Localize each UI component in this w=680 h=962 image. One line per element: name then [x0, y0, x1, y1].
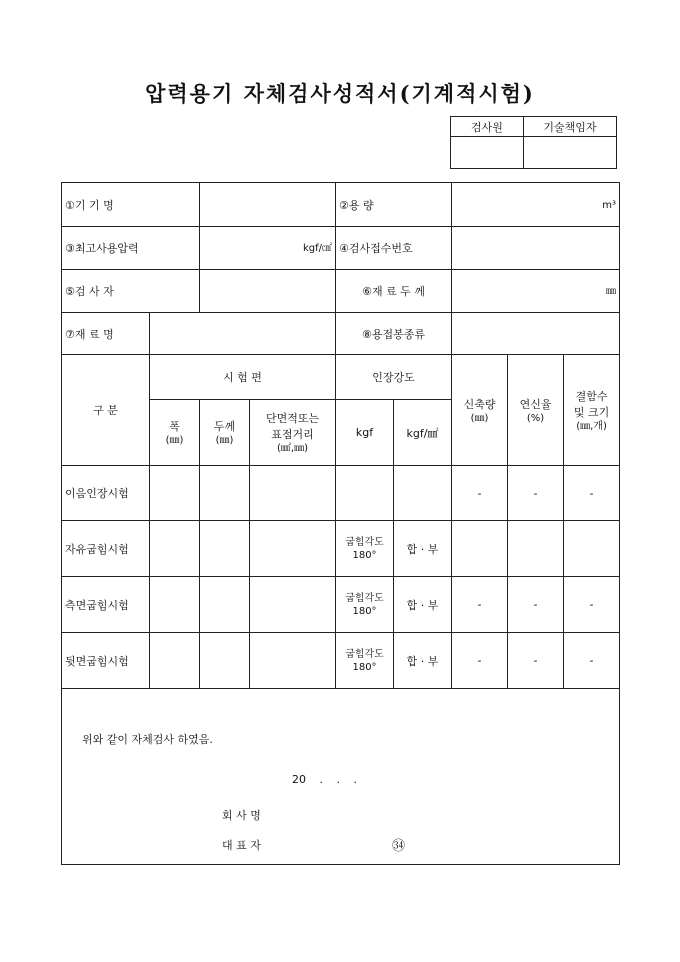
- defects-unit: (㎜,개): [576, 420, 607, 432]
- approval-inspector-label: 검사원: [451, 117, 524, 137]
- cell[interactable]: [150, 633, 200, 689]
- cell[interactable]: [150, 466, 200, 521]
- cell[interactable]: [250, 521, 336, 577]
- table-row: [62, 577, 620, 633]
- header-tensile: 인장강도: [336, 355, 452, 400]
- cell[interactable]: [250, 577, 336, 633]
- input-capacity[interactable]: [452, 183, 620, 227]
- label-inspector: ⑤검 사 자: [62, 270, 200, 313]
- bend-angle-label: 굽힘각도: [345, 592, 384, 604]
- cell-dash: -: [452, 577, 508, 633]
- representative-label: 대 표 자: [222, 839, 261, 852]
- input-thickness[interactable]: [452, 270, 620, 313]
- header-section: [250, 400, 336, 466]
- width-label: 폭: [169, 420, 180, 433]
- input-inspector[interactable]: [200, 270, 336, 313]
- pressure-unit: kgf/㎠: [302, 243, 333, 254]
- header-defects: [564, 355, 620, 466]
- label-max-pressure: ③최고사용압력: [62, 227, 200, 270]
- bend-angle-label: 굽힘각도: [345, 648, 384, 660]
- cell-dash: -: [452, 633, 508, 689]
- header-thick: [200, 400, 250, 466]
- header-elongation-rate: [508, 355, 564, 466]
- input-material[interactable]: [150, 313, 336, 355]
- input-weld-rod[interactable]: [452, 313, 620, 355]
- cell-dash: -: [508, 466, 564, 521]
- defects-label-2: 및 크기: [573, 405, 610, 419]
- approval-box: [450, 116, 617, 169]
- cell[interactable]: [250, 466, 336, 521]
- label-material: ⑦재 료 명: [62, 313, 150, 355]
- elongation-amount-unit: (㎜): [470, 412, 489, 424]
- table-row: [62, 633, 620, 689]
- width-unit: (㎜): [165, 435, 184, 446]
- section-unit: (㎟,㎜): [277, 443, 308, 454]
- table-row: [62, 521, 620, 577]
- elongation-rate-unit: (%): [526, 412, 545, 424]
- input-equipment-name[interactable]: [200, 183, 336, 227]
- input-inspection-no[interactable]: [452, 227, 620, 270]
- bend-angle-label: 굽힘각도: [345, 536, 384, 548]
- label-equipment-name: ①기 기 명: [62, 183, 200, 227]
- cell[interactable]: [200, 521, 250, 577]
- header-kgf-mm2: kgf/㎟: [394, 400, 452, 466]
- cell[interactable]: [394, 466, 452, 521]
- header-specimen: 시 험 편: [150, 355, 336, 400]
- pass-fail-cell[interactable]: 합 · 부: [394, 577, 452, 633]
- bend-angle-value: 180°: [352, 605, 377, 617]
- label-capacity: ②용 량: [336, 183, 452, 227]
- header-kgf: kgf: [336, 400, 394, 466]
- row-name: 뒷면굽힘시험: [62, 633, 150, 689]
- input-max-pressure[interactable]: [200, 227, 336, 270]
- approval-manager-label: 기술책임자: [524, 117, 617, 137]
- document-title: 압력용기 자체검사성적서(기계적시험): [145, 81, 535, 106]
- row-name: 이음인장시험: [62, 466, 150, 521]
- pass-fail-cell[interactable]: 합 · 부: [394, 633, 452, 689]
- thick-unit: (㎜): [215, 435, 234, 446]
- thick-label: 두께: [213, 420, 236, 433]
- bend-angle-cell: [336, 633, 394, 689]
- header-category: 구 분: [62, 355, 150, 466]
- section-label-2: 표점거리: [271, 428, 314, 441]
- cell-dash: -: [508, 577, 564, 633]
- cell[interactable]: [200, 466, 250, 521]
- inspection-form: [61, 182, 620, 865]
- elongation-amount-label: 신축량: [463, 397, 496, 411]
- elongation-rate-label: 연신율: [519, 397, 552, 411]
- cell-dash: -: [508, 633, 564, 689]
- capacity-unit: m³: [602, 199, 617, 211]
- bend-angle-value: 180°: [352, 549, 377, 561]
- header-width: [150, 400, 200, 466]
- cell[interactable]: [336, 466, 394, 521]
- label-inspection-no: ④검사접수번호: [336, 227, 452, 270]
- approval-manager-sign[interactable]: [524, 137, 617, 169]
- thickness-unit: ㎜: [606, 286, 617, 297]
- footer-row: [62, 689, 620, 865]
- row-name: 측면굽힘시험: [62, 577, 150, 633]
- bend-angle-value: 180°: [352, 661, 377, 673]
- cell[interactable]: [200, 577, 250, 633]
- approval-inspector-sign[interactable]: [451, 137, 524, 169]
- cell[interactable]: [250, 633, 336, 689]
- cell-dash: -: [564, 577, 620, 633]
- company-label: 회 사 명: [222, 809, 261, 822]
- cell[interactable]: [508, 521, 564, 577]
- cell-dash: -: [564, 633, 620, 689]
- label-thickness: ⑥재 료 두 께: [336, 270, 452, 313]
- date-line[interactable]: 20 . . .: [292, 773, 357, 786]
- row-name: 자유굽힘시험: [62, 521, 150, 577]
- seal-mark: ㉞: [392, 839, 406, 854]
- cell[interactable]: [150, 521, 200, 577]
- section-label-1: 단면적또는: [265, 412, 320, 425]
- footer-cell: [62, 689, 620, 865]
- label-weld-rod: ⑧용접봉종류: [336, 313, 452, 355]
- cell[interactable]: [452, 521, 508, 577]
- statement-text: 위와 같이 자체검사 하였음.: [82, 733, 213, 746]
- pass-fail-cell[interactable]: 합 · 부: [394, 521, 452, 577]
- cell[interactable]: [200, 633, 250, 689]
- cell-dash: -: [452, 466, 508, 521]
- table-row: [62, 466, 620, 521]
- cell-dash: -: [564, 466, 620, 521]
- header-elongation-amount: [452, 355, 508, 466]
- cell[interactable]: [150, 577, 200, 633]
- bend-angle-cell: [336, 577, 394, 633]
- bend-angle-cell: [336, 521, 394, 577]
- defects-label-1: 결함수: [575, 389, 608, 403]
- cell[interactable]: [564, 521, 620, 577]
